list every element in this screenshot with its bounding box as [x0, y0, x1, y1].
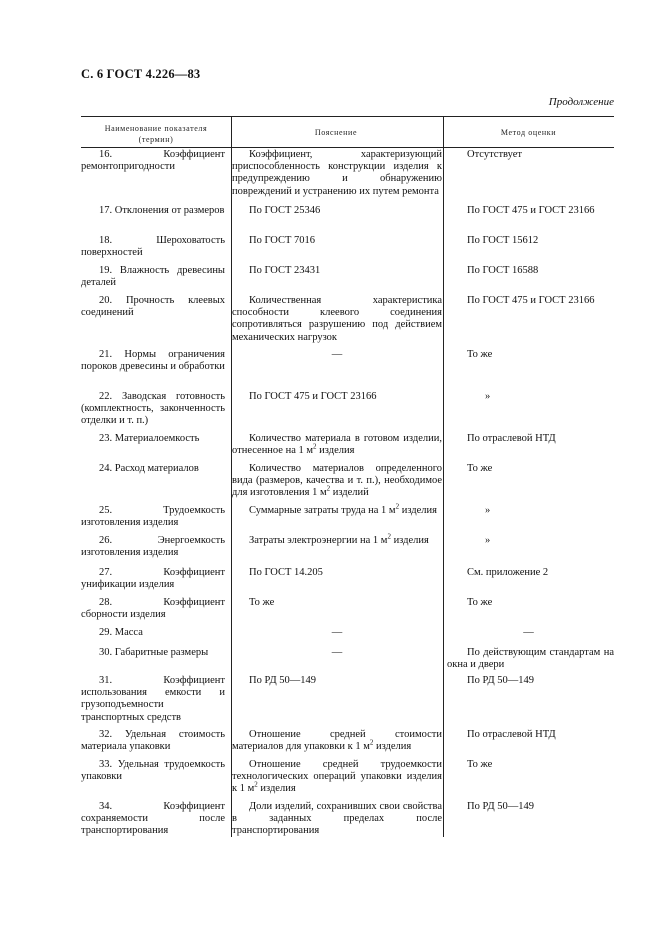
method-cell: По ГОСТ 475 и ГОСТ 23166 [467, 205, 595, 216]
continuation-label: Продолжение [548, 96, 614, 108]
term-cell: 33. Удельная трудоемкость упаковки [81, 759, 225, 783]
term-cell: 24. Расход материалов [99, 463, 199, 474]
explanation-cell: Количественная характеристика способности клеевого соединения сопротивляться разрушению под действием механических нагрузок [232, 295, 442, 343]
method-cell: По ГОСТ 475 и ГОСТ 23166 [467, 295, 595, 306]
explanation-cell: — [331, 349, 343, 360]
term-cell: 28. Коэффициент сборности изделия [81, 597, 225, 621]
method-cell: То же [467, 759, 493, 770]
term-cell: 30. Габаритные размеры [99, 647, 209, 658]
method-cell: » [485, 391, 491, 402]
term-cell: 23. Материалоемкость [99, 433, 200, 444]
term-cell: 32. Удельная стоимость материала упаковки [81, 729, 225, 753]
column-divider [443, 117, 444, 837]
method-cell: По отраслевой НТД [467, 433, 556, 444]
header-method: Метод оценки [500, 128, 557, 137]
term-cell: 19. Влажность древесины деталей [81, 265, 225, 289]
specification-table [81, 116, 614, 837]
method-cell: » [485, 535, 491, 546]
method-cell: По ГОСТ 15612 [467, 235, 539, 246]
method-cell: То же [467, 463, 493, 474]
explanation-cell: Отношение средней трудоемкости технологических операций упаковки изделия к 1 $м^2$ изделия [232, 759, 442, 795]
term-cell: 22. Заводская готовность (комплектность, законченность отделки и т. п.) [81, 391, 225, 427]
term-cell: 31. Коэффициент использования емкости и грузоподъемности транспортных средств [81, 675, 225, 723]
header-term: Наименование показателя (термин) [104, 124, 208, 144]
explanation-cell: По ГОСТ 14.205 [249, 567, 323, 578]
method-cell: По РД 50—149 [467, 675, 535, 686]
table-header [81, 117, 614, 148]
term-cell: 34. Коэффициент сохраняемости после транспортирования [81, 801, 225, 837]
term-cell: 20. Прочность клеевых соединений [81, 295, 225, 319]
explanation-cell: — [331, 647, 343, 658]
term-cell: 17. Отклонения от размеров [99, 205, 225, 216]
explanation-cell: По ГОСТ 23431 [249, 265, 321, 276]
explanation-cell: — [331, 627, 343, 638]
method-cell: То же [467, 597, 493, 608]
method-cell: » [485, 505, 491, 516]
term-cell: 18. Шероховатость поверхностей [81, 235, 225, 259]
explanation-cell: По ГОСТ 7016 [249, 235, 316, 246]
explanation-cell: Коэффициент, характеризующий приспособленность конструкции изделия к предупреждению и обнаружению повреждений и устранению их путем ремонта [232, 149, 442, 197]
method-cell: По ГОСТ 16588 [467, 265, 539, 276]
explanation-cell: Количество материала в готовом изделии, отнесенное на 1 $м^2$ изделия [232, 433, 442, 457]
term-cell: 27. Коэффициент унификации изделия [81, 567, 225, 591]
explanation-cell: По ГОСТ 475 и ГОСТ 23166 [249, 391, 377, 402]
method-cell: Отсутствует [467, 149, 522, 160]
term-cell: 26. Энергоемкость изготовления изделия [81, 535, 225, 559]
explanation-cell: Доли изделий, сохранивших свои свойства в заданных пределах после транспортирования [232, 801, 442, 837]
explanation-cell: Количество материалов определенного вида (размеров, качества и т. п.), необходимое для изготовления 1 $м^2$ изделий [232, 463, 442, 499]
method-cell: — [523, 627, 534, 638]
method-cell: То же [467, 349, 493, 360]
term-cell: 25. Трудоемкость изготовления изделия [81, 505, 225, 529]
explanation-cell: По РД 50—149 [249, 675, 317, 686]
term-cell: 16. Коэффициент ремонтопригодности [81, 149, 225, 173]
header-explanation: Пояснение [314, 128, 358, 137]
method-cell: По отраслевой НТД [467, 729, 556, 740]
term-cell: 21. Нормы ограничения пороков древесины и обработки [81, 349, 225, 373]
method-cell: По действующим стандартам на окна и двери [447, 647, 614, 671]
explanation-cell: То же [249, 597, 275, 608]
page-header: С. 6 ГОСТ 4.226—83 [81, 67, 201, 81]
explanation-cell: По ГОСТ 25346 [249, 205, 321, 216]
explanation-cell: Суммарные затраты труда на 1 $м^2$ изделия [249, 502, 437, 516]
method-cell: По РД 50—149 [467, 801, 535, 812]
explanation-cell: Затраты электроэнергии на 1 $м^2$ изделия [249, 532, 429, 546]
method-cell: См. приложение 2 [467, 567, 549, 578]
term-cell: 29. Масса [99, 627, 143, 638]
explanation-cell: Отношение средней стоимости материалов для упаковки к 1 $м^2$ изделия [232, 729, 442, 753]
